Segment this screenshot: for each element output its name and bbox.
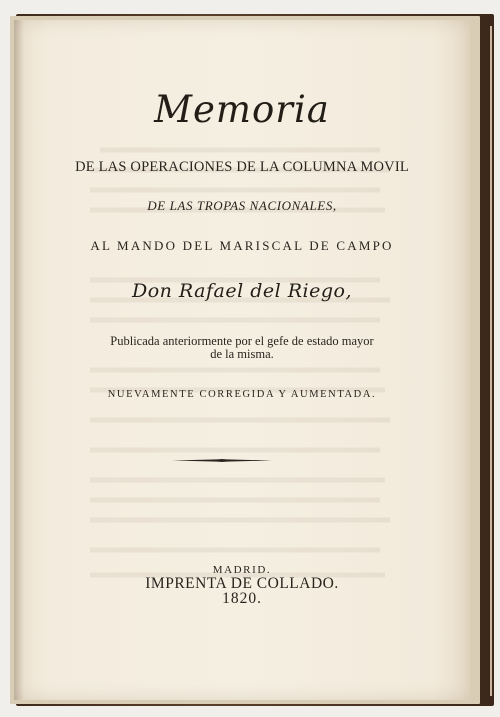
imprint-printer: IMPRENTA DE COLLADO.: [145, 575, 339, 592]
imprint-year: 1820.: [222, 590, 262, 607]
subtitle-line-1: DE LAS OPERACIONES DE LA COLUMNA MOVIL: [75, 159, 409, 175]
publication-note-line-2: de la misma.: [210, 347, 274, 361]
subtitle-line-3: AL MANDO DEL MARISCAL DE CAMPO: [90, 238, 394, 253]
title: Memoria: [154, 88, 330, 131]
edition-note: NUEVAMENTE CORREGIDA Y AUMENTADA.: [107, 389, 377, 400]
ornamental-rule: [172, 459, 272, 462]
page-edge: [490, 26, 492, 696]
commander-name: Don Rafael del Riego,: [131, 280, 353, 302]
publication-note-line-1: Publicada anteriormente por el gefe de estado mayor: [110, 334, 374, 348]
imprint-place: MADRID.: [212, 564, 272, 576]
subtitle-line-2: DE LAS TROPAS NACIONALES,: [147, 198, 337, 213]
